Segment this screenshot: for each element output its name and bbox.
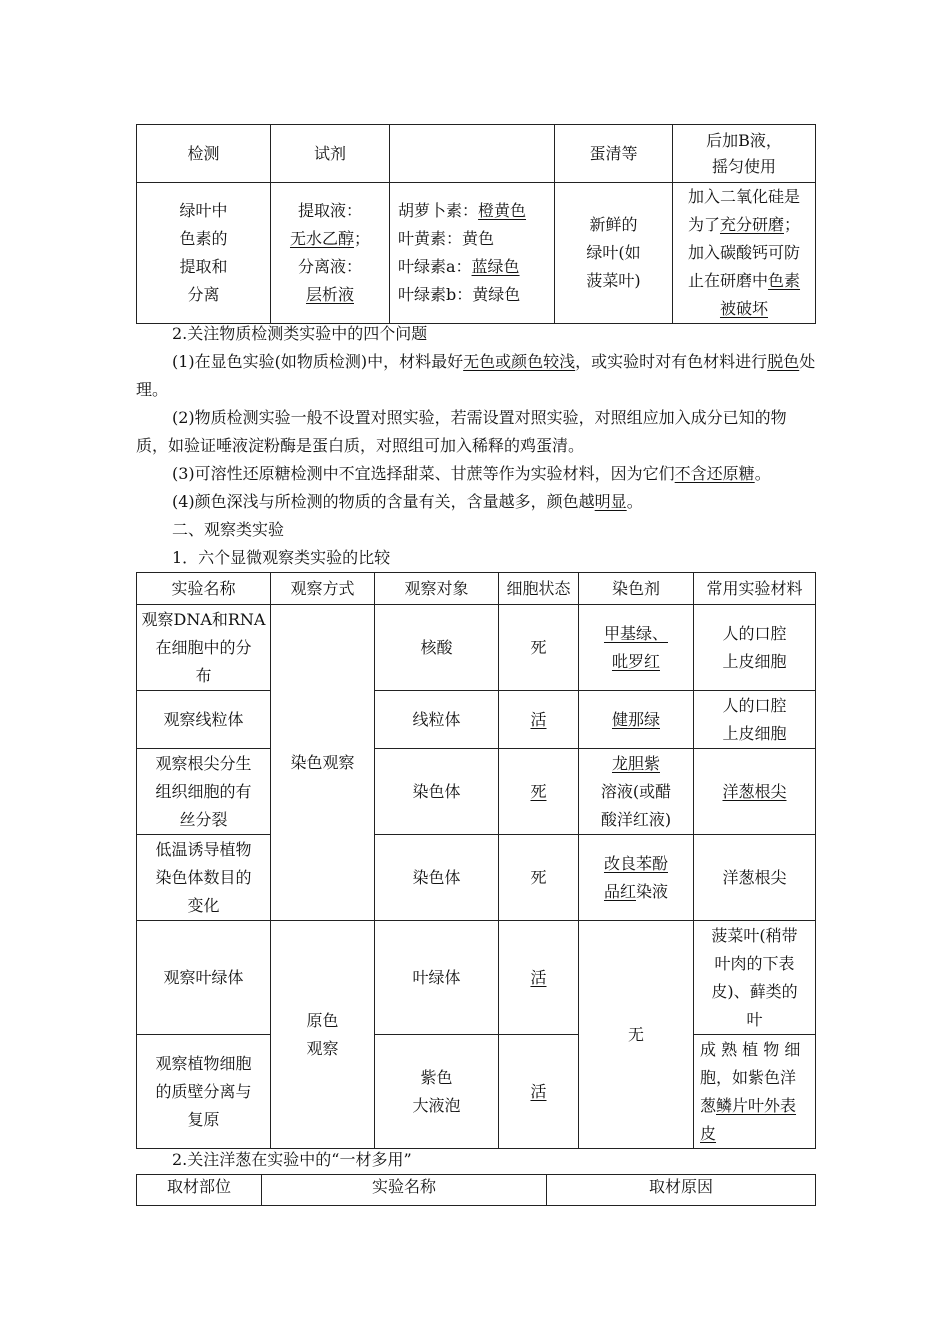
point-1 [136, 348, 816, 404]
name-line: 组织细胞的有 [155, 781, 252, 801]
dye [579, 605, 694, 691]
cell-state: 死 [499, 835, 579, 921]
note-line-2 [673, 211, 815, 239]
state-value: 活 [530, 967, 547, 987]
text: (2)物质检测实验一般不设置对照实验，若需设置对照实验，对照组应加入成分已知的 [172, 408, 771, 427]
pigment-color: 蓝绿色 [471, 257, 520, 276]
header-method: 观察方式 [271, 573, 375, 605]
heading-observation: 二、观察类实验 [172, 520, 285, 539]
material [694, 691, 816, 749]
reagent-extract-label: 提取液： [297, 201, 362, 220]
pigment-label: 叶绿素a： [398, 257, 472, 276]
table-row [137, 921, 816, 1035]
name-line: 复原 [187, 1109, 220, 1129]
key-term: 不含还原糖 [674, 464, 755, 483]
material-line: 叶 [746, 1009, 763, 1029]
material-value: 洋葱根尖 [722, 781, 787, 801]
material-line: 上皮细胞 [722, 723, 787, 743]
cell-notes [673, 183, 816, 324]
text: 。 [754, 464, 771, 483]
experiment-name [137, 749, 271, 835]
header-cell-state: 细胞状态 [499, 573, 579, 605]
key-term: 无色或颜色较浅 [463, 352, 576, 371]
material [694, 1035, 816, 1149]
pigment-color: 橙黄色 [478, 201, 527, 220]
name-line: 观察植物细胞 [155, 1053, 252, 1073]
state-value: 活 [530, 1081, 547, 1101]
object: 染色体 [375, 835, 499, 921]
text: (1)在显色实验(如物质检测)中，材料最好 [172, 352, 464, 371]
cell-state: 死 [499, 605, 579, 691]
object: 叶绿体 [375, 921, 499, 1035]
object-line: 紫色 [420, 1067, 453, 1087]
cell-experiment-name [137, 183, 271, 324]
object [375, 1035, 499, 1149]
dye-line: 溶液(或醋 [600, 781, 672, 801]
exp-line-2: 色素的 [179, 229, 228, 248]
dye [579, 691, 694, 749]
table-row [137, 1035, 816, 1149]
pigment-xanthophyll: 叶黄素：黄色 [398, 229, 495, 248]
material-line-3: 菠菜叶) [586, 271, 641, 290]
dye-value: 健那绿 [611, 709, 660, 729]
pigment-carotene [398, 197, 554, 225]
dye-part: 品红 [603, 881, 636, 901]
material-line: 叶肉的下表 [714, 953, 795, 973]
dye [579, 749, 694, 835]
cell-usage [673, 125, 816, 183]
note-key: 充分研磨 [719, 215, 784, 234]
cell-header-reagent: 试剂 [271, 125, 390, 183]
note-key: 被破坏 [719, 299, 768, 318]
object: 核酸 [375, 605, 499, 691]
material-line-1: 新鲜的 [589, 215, 638, 234]
point-4 [136, 488, 816, 516]
name-line: 变化 [187, 895, 220, 915]
dye-part: 染液 [636, 881, 669, 901]
method-line: 观察 [306, 1038, 339, 1058]
note-line-4 [673, 267, 815, 295]
cell-state [499, 749, 579, 835]
material [694, 921, 816, 1035]
name-line: 观察DNA和RNA [141, 609, 266, 629]
name-line: 观察根尖分生 [155, 753, 252, 773]
material-line: 皮)、藓类的 [711, 981, 798, 1001]
experiment-name [137, 1035, 271, 1149]
text: (3)可溶性还原糖检测中不宜选择甜菜、甘蔗等作为实验材料，因为它们 [172, 464, 675, 483]
section-title-detection: 2.关注物质检测类实验中的四个问题 [172, 324, 428, 343]
method-line: 原色 [306, 1010, 339, 1030]
text: 。 [626, 492, 643, 511]
note-text: 止在研磨中 [687, 271, 768, 290]
object: 线粒体 [375, 691, 499, 749]
material-line: 菠菜叶(稍带 [711, 925, 798, 945]
name-line: 丝分裂 [179, 809, 228, 829]
state-value: 死 [530, 781, 547, 801]
header-part: 取材部位 [137, 1175, 262, 1206]
material-line-2: 绿叶(如 [586, 243, 641, 262]
text: ，或实验时对有色材料进行 [575, 352, 768, 371]
key-term: 明显 [594, 492, 627, 511]
cell-pigment-colors [390, 183, 555, 324]
table-row [137, 605, 816, 691]
name-line: 布 [195, 665, 212, 685]
dye-line: 酸洋红液) [600, 809, 672, 829]
experiment-name [137, 605, 271, 691]
reagent-separate-value: 层析液 [305, 285, 354, 304]
dye-line: 改良苯酚 [603, 853, 668, 873]
reagent-separate-label: 分离液： [297, 257, 362, 276]
note-text: ； [784, 215, 801, 234]
method-natural [271, 921, 375, 1149]
cell-state [499, 691, 579, 749]
cell-reagents [271, 183, 390, 324]
pigment-label: 胡萝卜素： [398, 201, 479, 220]
cell-header-detect: 检测 [137, 125, 271, 183]
header-material: 常用实验材料 [694, 573, 816, 605]
material [694, 749, 816, 835]
material-line: 上皮细胞 [722, 651, 787, 671]
header-experiment: 实验名称 [137, 573, 271, 605]
usage-line-1: 后加B液， [706, 130, 782, 150]
exp-line-4: 分离 [187, 285, 220, 304]
reagent-separate-line [271, 281, 389, 309]
name-line: 染色体数目的 [155, 867, 252, 887]
experiment-name [137, 835, 271, 921]
exp-line-3: 提取和 [179, 257, 228, 276]
table-row [137, 691, 816, 749]
heading-microscope-comparison: 1．六个显微观察类实验的比较 [172, 548, 391, 567]
dye [579, 835, 694, 921]
header-reason: 取材原因 [547, 1175, 816, 1206]
pigment-chlorophyll-b: 叶绿素b：黄绿色 [398, 285, 521, 304]
method-stain: 染色观察 [271, 605, 375, 921]
table-row [137, 835, 816, 921]
dye-line: 甲基绿、 [603, 623, 668, 643]
object-line: 大液泡 [412, 1095, 461, 1115]
microscope-table [136, 572, 816, 1149]
header-experiment: 实验名称 [262, 1175, 547, 1206]
name-line: 低温诱导植物 [155, 839, 252, 859]
cell-empty [390, 125, 555, 183]
experiment-name: 观察叶绿体 [137, 921, 271, 1035]
note-line-1: 加入二氧化硅是 [687, 187, 800, 206]
usage-line-2: 摇匀使用 [711, 156, 776, 176]
dye-line: 吡罗红 [611, 651, 660, 671]
key-term: 脱色 [767, 352, 800, 371]
text: 物质，如验证唾液淀粉酶是蛋白质，对照组可加入稀释的鸡蛋清。 [136, 408, 787, 455]
material-line: 人的口腔 [722, 695, 787, 715]
table-row [137, 749, 816, 835]
cell-state [499, 1035, 579, 1149]
material-part: 鳞片叶外表 [716, 1095, 797, 1115]
header-dye: 染色剂 [579, 573, 694, 605]
dye-line: 龙胆紫 [611, 753, 660, 773]
reagent-extract-value: 无水乙醇 [289, 229, 354, 248]
exp-line-1: 绿叶中 [179, 201, 228, 220]
heading-onion-uses: 2.关注洋葱在实验中的“一材多用” [172, 1150, 412, 1169]
note-line-3: 加入碳酸钙可防 [687, 243, 800, 262]
object: 染色体 [375, 749, 499, 835]
reagent-extract-line [271, 225, 389, 253]
note-line-5 [673, 295, 815, 323]
cell-egg-white: 蛋清等 [555, 125, 673, 183]
text: (4)颜色深浅与所检测的物质的含量有关，含量越多，颜色越 [172, 492, 595, 511]
note-key: 色素 [768, 271, 801, 290]
name-line: 在细胞中的分 [155, 637, 252, 657]
pigment-chlorophyll-a [398, 253, 554, 281]
material [694, 605, 816, 691]
semicolon: ； [354, 229, 371, 248]
note-text: 为了 [687, 215, 720, 234]
material-line: 胞，如紫色洋 [700, 1067, 797, 1087]
state-value: 活 [530, 709, 547, 729]
name-line: 的质壁分离与 [155, 1081, 252, 1101]
material-part: 葱 [700, 1095, 717, 1115]
cell-state [499, 921, 579, 1035]
header-object: 观察对象 [375, 573, 499, 605]
material-line: 人的口腔 [722, 623, 787, 643]
dye-none: 无 [579, 921, 694, 1149]
point-2 [136, 404, 816, 460]
cell-material [555, 183, 673, 324]
material: 洋葱根尖 [694, 835, 816, 921]
text: 处理。 [136, 352, 816, 399]
material-part: 皮 [700, 1123, 717, 1143]
pigment-table [136, 124, 816, 324]
experiment-name: 观察线粒体 [137, 691, 271, 749]
point-3 [136, 460, 816, 488]
material-line: 成 熟 植 物 细 [700, 1039, 801, 1059]
onion-table [136, 1174, 816, 1206]
